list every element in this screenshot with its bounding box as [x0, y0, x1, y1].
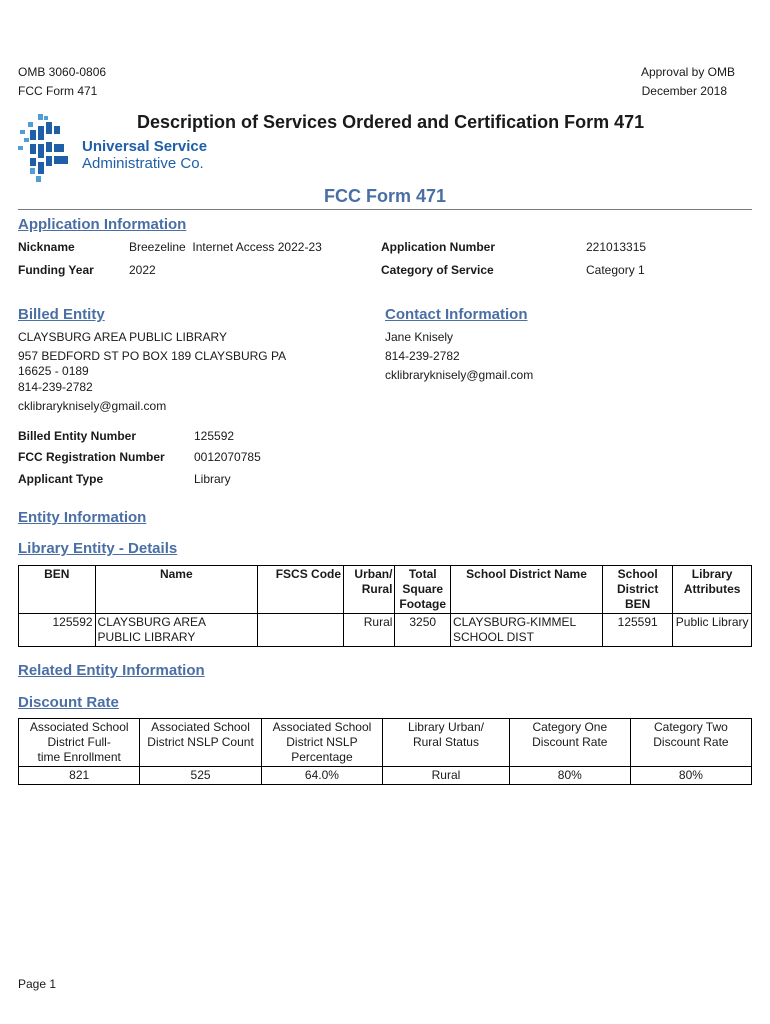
billed-entity-address1: 957 BEDFORD ST PO BOX 189 CLAYSBURG PA: [18, 349, 287, 363]
funding-year-label: Funding Year: [18, 263, 94, 277]
usac-logo-icon: [16, 112, 76, 184]
cell-urban-rural: Rural: [344, 614, 395, 647]
contact-phone: 814-239-2782: [385, 349, 460, 363]
fcc-registration-value: 0012070785: [194, 450, 261, 464]
contact-email: cklibraryknisely@gmail.com: [385, 368, 534, 382]
approval-text: Approval by OMB: [640, 65, 735, 79]
contact-info-heading: Contact Information: [385, 306, 528, 323]
discount-rate-table: [18, 718, 752, 785]
fcc-registration-label: FCC Registration Number: [18, 450, 165, 464]
cell-nslp-count: 525: [140, 767, 261, 785]
cell-ben: 125592: [19, 614, 96, 647]
ben-value: 125592: [194, 429, 235, 443]
column-header: Category Two Discount Rate: [630, 719, 751, 767]
billed-entity-phone: 814-239-2782: [18, 380, 93, 394]
column-header: Library Attributes: [673, 566, 752, 614]
funding-year-value: 2022: [129, 263, 156, 277]
application-number-label: Application Number: [381, 240, 496, 254]
column-header: School District BEN: [603, 566, 673, 614]
category-of-service-value: Category 1: [586, 263, 645, 277]
billed-entity-email: cklibraryknisely@gmail.com: [18, 399, 167, 413]
column-header: Name: [95, 566, 258, 614]
logo-text-line1: Universal Service: [82, 138, 208, 155]
cell-district-name: CLAYSBURG-KIMMEL SCHOOL DIST: [451, 614, 603, 647]
column-header: Total Square Footage: [395, 566, 451, 614]
nickname-label: Nickname: [18, 240, 75, 254]
omb-number: OMB 3060-0806: [18, 65, 107, 79]
column-header: FSCS Code: [258, 566, 344, 614]
billed-entity-name: CLAYSBURG AREA PUBLIC LIBRARY: [18, 330, 227, 344]
table-row: [19, 614, 752, 647]
table-header-row: [19, 719, 752, 767]
column-header: Library Urban/ Rural Status: [383, 719, 510, 767]
cell-sqft: 3250: [395, 614, 451, 647]
column-header: Urban/ Rural: [344, 566, 395, 614]
cell-nslp-percentage: 64.0%: [261, 767, 382, 785]
entity-info-heading: Entity Information: [18, 509, 147, 526]
column-header: Category One Discount Rate: [509, 719, 630, 767]
ben-label: Billed Entity Number: [18, 429, 137, 443]
nickname-value: Breezeline Internet Access 2022-23: [129, 240, 322, 254]
form-heading: FCC Form 471: [323, 186, 447, 206]
library-entity-heading: Library Entity - Details: [18, 540, 178, 557]
logo-text-line2: Administrative Co.: [82, 155, 204, 172]
billed-entity-address2: 16625 - 0189: [18, 364, 89, 378]
applicant-type-value: Library: [194, 472, 231, 486]
applicant-type-label: Applicant Type: [18, 472, 104, 486]
application-number-value: 221013315: [586, 240, 647, 254]
contact-name: Jane Knisely: [385, 330, 454, 344]
cell-fscs: [258, 614, 344, 647]
column-header: Associated School District NSLP Count: [140, 719, 261, 767]
divider: [18, 209, 752, 210]
approval-date: December 2018: [641, 84, 727, 98]
cell-category-two-discount: 80%: [630, 767, 751, 785]
application-info-heading: Application Information: [18, 216, 187, 233]
cell-name: CLAYSBURG AREA PUBLIC LIBRARY: [95, 614, 258, 647]
cell-urban-rural-status: Rural: [383, 767, 510, 785]
column-header: BEN: [19, 566, 96, 614]
page-number: Page 1: [18, 977, 57, 991]
cell-enrollment: 821: [19, 767, 140, 785]
table-row: [19, 767, 752, 785]
cell-category-one-discount: 80%: [509, 767, 630, 785]
cell-attributes: Public Library: [673, 614, 752, 647]
column-header: School District Name: [451, 566, 603, 614]
column-header: Associated School District NSLP Percentage: [261, 719, 382, 767]
column-header: Associated School District Full- time Enrollment: [19, 719, 140, 767]
form-label: FCC Form 471: [18, 84, 98, 98]
billed-entity-heading: Billed Entity: [18, 306, 105, 323]
related-entity-heading: Related Entity Information: [18, 662, 205, 679]
library-entity-table: [18, 565, 752, 647]
page-title: Description of Services Ordered and Certification Form 471: [137, 112, 645, 132]
category-of-service-label: Category of Service: [381, 263, 494, 277]
discount-rate-heading: Discount Rate: [18, 694, 119, 711]
cell-district-ben: 125591: [603, 614, 673, 647]
table-header-row: [19, 566, 752, 614]
